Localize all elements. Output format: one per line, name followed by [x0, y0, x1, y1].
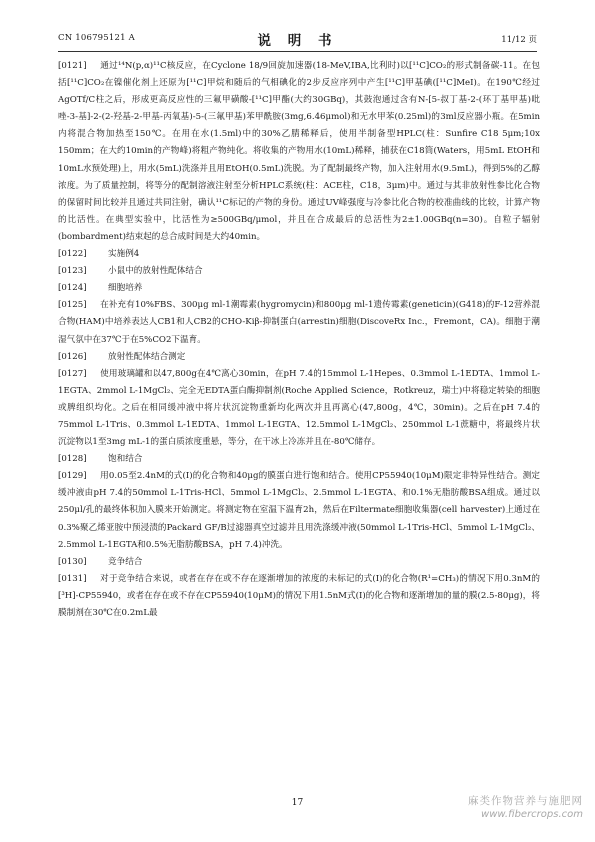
section-heading: 放射性配体结合测定	[108, 351, 186, 362]
paragraph-0124	[58, 280, 540, 297]
paragraph-number: [0121]	[58, 61, 87, 71]
paragraph-number: [0127]	[58, 368, 87, 379]
paragraph-text: 在补充有10%FBS、300μg ml-1潮霉素(hygromycin)和800μg ml-1遗传霉素(geneticin)(G418)的F-12营养混合物(HAM)中培养表达人CB1和人CB2的CHO-Kiβ-抑制蛋白(arrestin)细胞(DiscoveRx Inc.，Fremont，CA)。细胞于潮湿气氛中在37℃于在5%CO2下温育。	[58, 300, 540, 345]
paragraph-0125	[58, 297, 540, 348]
watermark-site-name: 麻类作物营养与施肥网	[468, 795, 583, 807]
paragraph-0131	[58, 571, 540, 622]
paragraph-0122	[58, 246, 540, 263]
paragraph-0129	[58, 468, 540, 553]
document-body	[58, 58, 540, 622]
section-heading: 细胞培养	[108, 283, 143, 294]
paragraph-0123	[58, 263, 540, 280]
paragraph-0121	[58, 58, 540, 246]
patent-number: CN 106795121 A	[58, 33, 135, 43]
paragraph-text: 通过¹⁴N(p,α)¹¹C核反应，在Cyclone 18/9回旋加速器(18-MeV,IBA,比利时)以[¹¹C]CO₂的形式制备碳-11。在包括[¹¹C]CO₂在镍催化剂上还原为[¹¹C]甲烷和随后的气相碘化的2步反应序列中产生[¹¹C]甲基碘([¹¹C]MeI)。在190℃经过AgOTf/C柱之后，形成更高反应性的三氟甲磺酸-[¹¹C]甲酯(大约30GBq)，其鼓泡通过含有N-[5-叔丁基-2-(环丁基甲基)吡唑-3-基]-2-(2-羟基-2-甲基-丙氧基)-5-(三氟甲基)苯甲酰胺(3mg,6.46μmol)和无水甲苯(0.25ml)的3ml反应器小瓶。在5min内将混合物加热至150℃。在用在水(1.5ml)中的30%乙腈稀释后，使用半制备型HPLC(柱：Sunfire C18 5μm;10x 150mm；在大约10min的产物峰)将粗产物纯化。将收集的产物用水(10mL)稀释，捕获在C18筒(Waters，用5mL EtOH和10mL水预处理)上，用水(5mL)洗涤并且用EtOH(0.5mL)洗脱。为了配制最终产物，加入注射用水(9.5mL)，得到5%的乙醇浓度。为了质量控制，将等分的配制溶液注射至分析HPLC系统(柱：ACE柱，C18，3μm)中。通过与其非放射性参比化合物的保留时间比较并且通过共同注射，确认¹¹C标记的产物的身份。通过UV峰强度与冷参比化合物的校准曲线的比较，计算产物的比活性。在典型实验中，比活性为≥500GBq/μmol，并且在合成最后的总活性为2±1.00GBq(n=30)。自粒子辐射(bombardment)结束起的总合成时间是大约40min。	[58, 61, 540, 242]
paragraph-number: [0128]	[58, 454, 87, 465]
paragraph-number: [0123]	[58, 266, 87, 277]
paragraph-number: [0126]	[58, 351, 87, 362]
paragraph-text: 使用玻璃罐和以47,800g在4℃离心30min，在pH 7.4的15mmol L-1Hepes、0.3mmol L-1EDTA、1mmol L-1EGTA、2mmol L-1MgCl₂、完全无EDTA蛋白酶抑制剂(Roche Applied Science，Rotkreuz，瑞士)中将稳定转染的细胞或脾组织均化。之后在相同缓冲液中将片状沉淀物重新均化两次并且再离心(47,800g，4℃，30min)。之后在pH 7.4的75mmol L-1Tris、0.3mmol L-1EDTA、1mmol L-1EGTA、12.5mmol L-1MgCl₂、250mmol L-1蔗糖中，将最终片状沉淀物以1至3mg mL-1的蛋白质浓度重悬，等分，在干冰上冷冻并且在-80℃储存。	[58, 368, 540, 448]
paragraph-0126	[58, 349, 540, 366]
watermark	[468, 794, 583, 822]
paragraph-number: [0131]	[58, 573, 87, 584]
section-heading: 竞争结合	[108, 556, 143, 567]
paragraph-0128	[58, 451, 540, 468]
section-heading: 饱和结合	[108, 454, 143, 465]
paragraph-number: [0130]	[58, 556, 87, 567]
section-heading: 小鼠中的放射性配体结合	[108, 266, 203, 277]
paragraph-number: [0129]	[58, 471, 87, 482]
paragraph-0127	[58, 366, 540, 451]
paragraph-text: 用0.05至2.4nM的式(I)的化合物和40μg的膜蛋白进行饱和结合。使用CP55940(10μM)限定非特异性结合。测定缓冲液由pH 7.4的50mmol L-1Tris-HCl、5mmol L-1MgCl₂、2.5mmol L-1EGTA、和0.1%无脂肪酸BSA组成。通过以250μl/孔的最终体积加入膜来开始测定。将测定物在室温下温育2h，然后在Filtermate细胞收集器(cell harvester)上通过在0.3%聚乙烯亚胺中预浸渍的Packard GF/B过滤器真空过滤并且用洗涤缓冲液(50mmol L-1Tris-HCl、5mmol L-1MgCl₂、2.5mmol L-1EGTA和0.5%无脂肪酸BSA，pH 7.4)冲洗。	[58, 471, 540, 550]
document-title: 说 明 书	[257, 33, 338, 49]
page-indicator: 11/12 页	[501, 35, 537, 45]
paragraph-number: [0122]	[58, 249, 87, 260]
paragraph-number: [0125]	[58, 300, 87, 311]
paragraph-text: 对于竞争结合来说，或者在存在或不存在逐渐增加的浓度的未标记的式(I)的化合物(R¹=CH₃)的情况下用0.3nM的[³H]-CP55940，或者在存在或不存在CP55940(10μM)的情况下用1.5nM式(I)的化合物和逐渐增加的量的膜(2.5-80μg)，将膜制剂在30℃在0.2mL最	[58, 573, 540, 618]
page-header	[58, 29, 537, 47]
header-rule	[58, 51, 537, 52]
watermark-url: www.fibercrops.com	[481, 809, 583, 820]
section-heading: 实施例4	[108, 249, 140, 260]
paragraph-number: [0124]	[58, 283, 87, 294]
page-number: 17	[291, 798, 304, 808]
paragraph-0130	[58, 554, 540, 571]
